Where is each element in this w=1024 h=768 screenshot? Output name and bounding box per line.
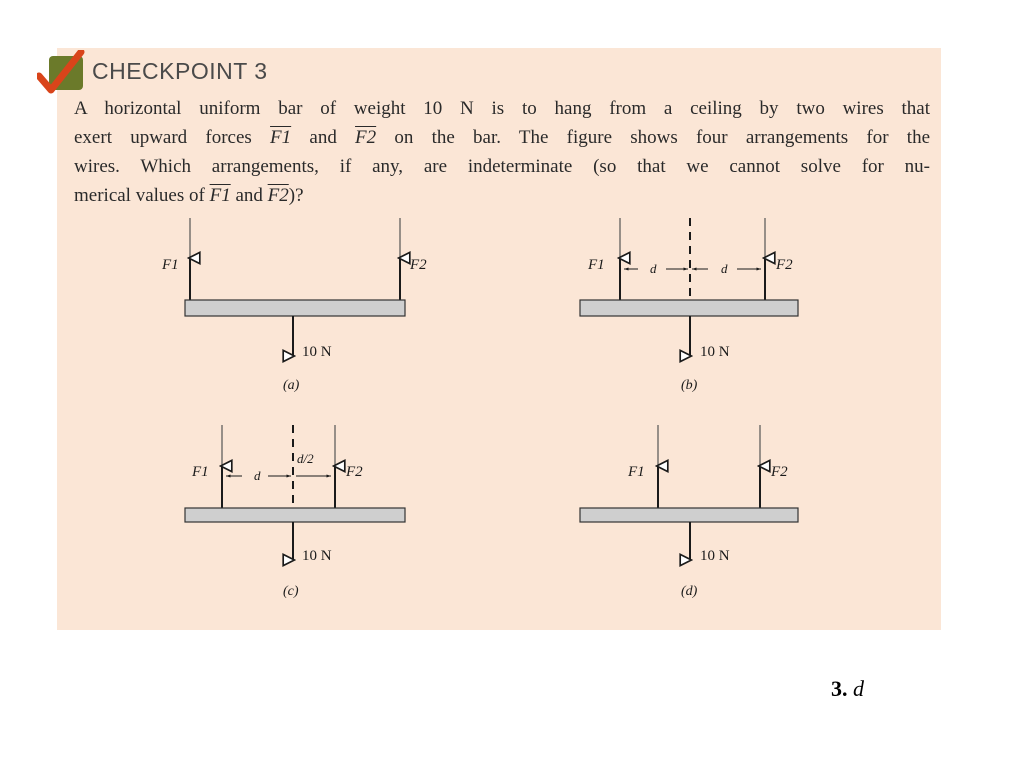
weight-label: 10 N	[700, 548, 730, 564]
label-f1: F1	[588, 257, 605, 273]
question-line-3: wires. Which arrangements, if any, are indeterminate (so that we cannot solve for nu-	[74, 156, 930, 177]
question-line-2: exert upward forces F1 and F2 on the bar. The figure shows four arrangements for the	[74, 127, 930, 148]
dist-d-right: d	[721, 261, 728, 276]
answer-value: d	[853, 676, 864, 701]
figure-d	[580, 425, 798, 599]
answer-number: 3.	[831, 676, 848, 701]
label-f2: F2	[776, 257, 793, 273]
force-f2-symbol: F2	[355, 127, 377, 148]
figure-a	[161, 218, 427, 393]
answer	[831, 676, 864, 702]
figure-b	[580, 218, 798, 393]
label-f2: F2	[346, 464, 363, 480]
dist-d: d	[254, 468, 261, 483]
label-f1: F1	[628, 464, 645, 480]
bar	[580, 508, 798, 522]
label-f1: F1	[192, 464, 209, 480]
figure-c	[185, 425, 405, 599]
caption-b: (b)	[681, 378, 698, 393]
weight-label: 10 N	[700, 344, 730, 360]
force-f1-symbol: F1	[270, 127, 292, 148]
dist-d-left: d	[650, 261, 657, 276]
caption-d: (d)	[681, 584, 698, 599]
bar	[185, 300, 405, 316]
question-line-1: A horizontal uniform bar of weight 10 N is to hang from a ceiling by two wires that	[74, 98, 930, 119]
checkpoint-title: CHECKPOINT 3	[92, 58, 268, 84]
dist-half-d: d/2	[297, 451, 314, 466]
label-f2: F2	[771, 464, 788, 480]
weight-label: 10 N	[302, 548, 332, 564]
label-f2: F2	[410, 257, 427, 273]
bar	[580, 300, 798, 316]
weight-label: 10 N	[302, 344, 332, 360]
bar	[185, 508, 405, 522]
question-line-4: merical values of F1 and F2)?	[74, 185, 304, 206]
caption-c: (c)	[283, 584, 299, 599]
caption-a: (a)	[283, 378, 300, 393]
label-f1: F1	[162, 257, 179, 273]
